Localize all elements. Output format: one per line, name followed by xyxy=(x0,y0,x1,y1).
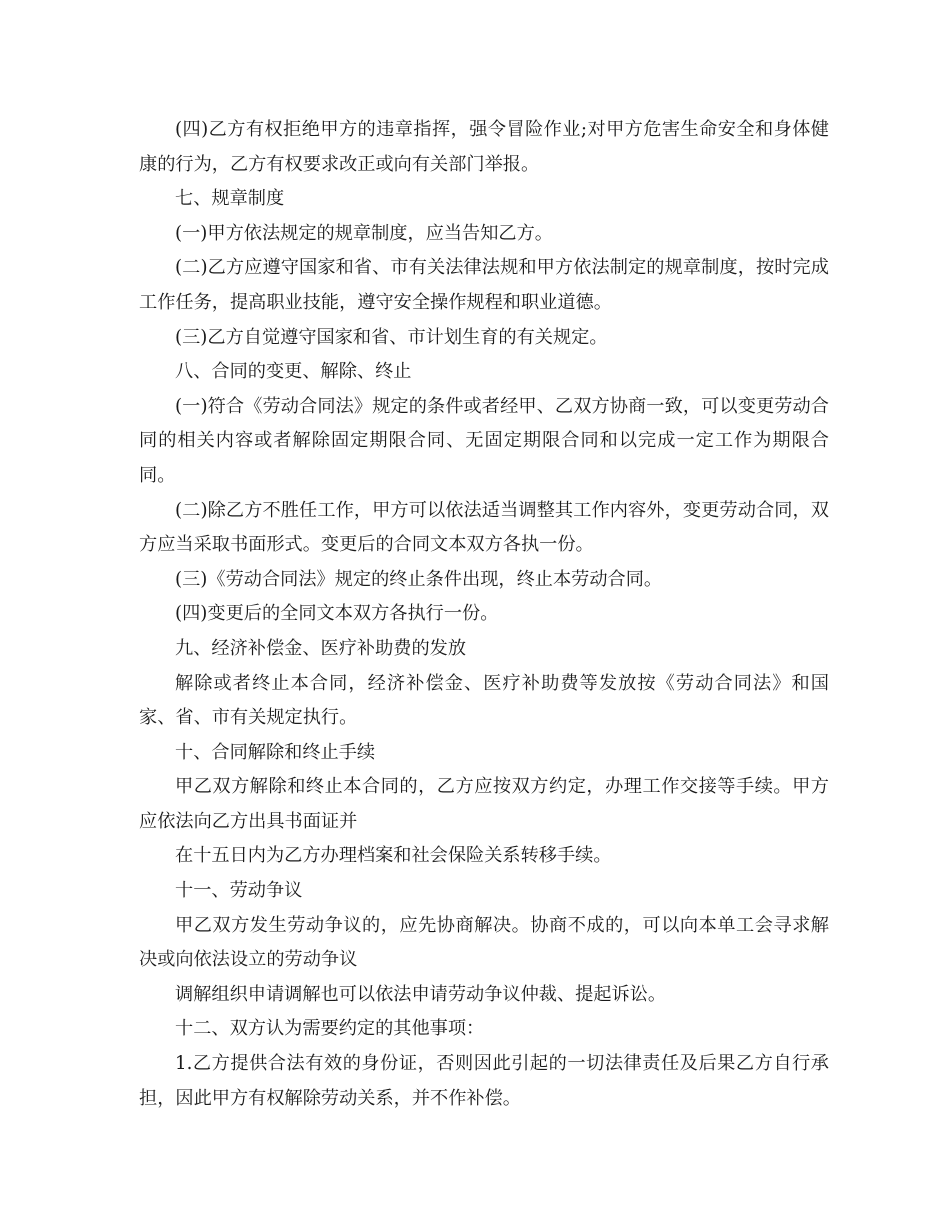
section-8-item-4: (四)变更后的全同文本双方各执行一份。 xyxy=(175,603,499,625)
section-8-item-1: (一)符合《劳动合同法》规定的条件或者经甲、乙双方协商一致，可以变更劳动合同的相关内容或者解除固定期限合同、无固定期限合同和以完成一定工作为期限合同。 xyxy=(139,395,829,486)
section-7-heading: 七、规章制度 xyxy=(175,188,285,210)
section-10-body-2: 在十五日内为乙方办理档案和社会保险关系转移手续。 xyxy=(175,845,612,867)
section-7-item-2: (二)乙方应遵守国家和省、市有关法律法规和甲方依法制定的规章制度，按时完成工作任务，提高职业技能，遵守安全操作规程和职业道德。 xyxy=(139,257,829,313)
document-body xyxy=(139,113,829,1116)
section-8-heading: 八、合同的变更、解除、终止 xyxy=(175,361,412,383)
section-11-body-1: 甲乙双方发生劳动争议的，应先协商解决。协商不成的，可以向本单工会寻求解决或向依法设立的劳动争议 xyxy=(139,914,829,971)
section-8-item-2: (二)除乙方不胜任工作，甲方可以依法适当调整其工作内容外，变更劳动合同，双方应当采取书面形式。变更后的合同文本双方各执一份。 xyxy=(139,499,829,556)
section-7-item-3: (三)乙方自觉遵守国家和省、市计划生育的有关规定。 xyxy=(175,326,608,348)
clause-4-right-to-refuse: (四)乙方有权拒绝甲方的违章指挥，强令冒险作业;对甲方危害生命安全和身体健康的行为，乙方有权要求改正或向有关部门举报。 xyxy=(139,119,829,175)
section-9-body: 解除或者终止本合同，经济补偿金、医疗补助费等发放按《劳动合同法》和国家、省、市有关规定执行。 xyxy=(139,672,829,729)
section-9-heading: 九、经济补偿金、医疗补助费的发放 xyxy=(175,637,467,659)
section-11-body-2: 调解组织申请调解也可以依法申请劳动争议仲裁、提起诉讼。 xyxy=(175,983,667,1005)
section-8-item-3: (三)《劳动合同法》规定的终止条件出现，终止本劳动合同。 xyxy=(175,568,663,590)
section-7-item-1: (一)甲方依法规定的规章制度，应当告知乙方。 xyxy=(175,222,553,244)
section-10-heading: 十、合同解除和终止手续 xyxy=(175,741,376,763)
section-11-heading: 十一、劳动争议 xyxy=(175,880,303,902)
section-10-body-1: 甲乙双方解除和终止本合同的，乙方应按双方约定，办理工作交接等手续。甲方应依法向乙方出具书面证并 xyxy=(139,776,829,832)
section-12-heading: 十二、双方认为需要约定的其他事项： xyxy=(175,1018,485,1040)
section-12-item-1: 1.乙方提供合法有效的身份证，否则因此引起的一切法律责任及后果乙方自行承担，因此甲方有权解除劳动关系，并不作补偿。 xyxy=(139,1053,829,1109)
